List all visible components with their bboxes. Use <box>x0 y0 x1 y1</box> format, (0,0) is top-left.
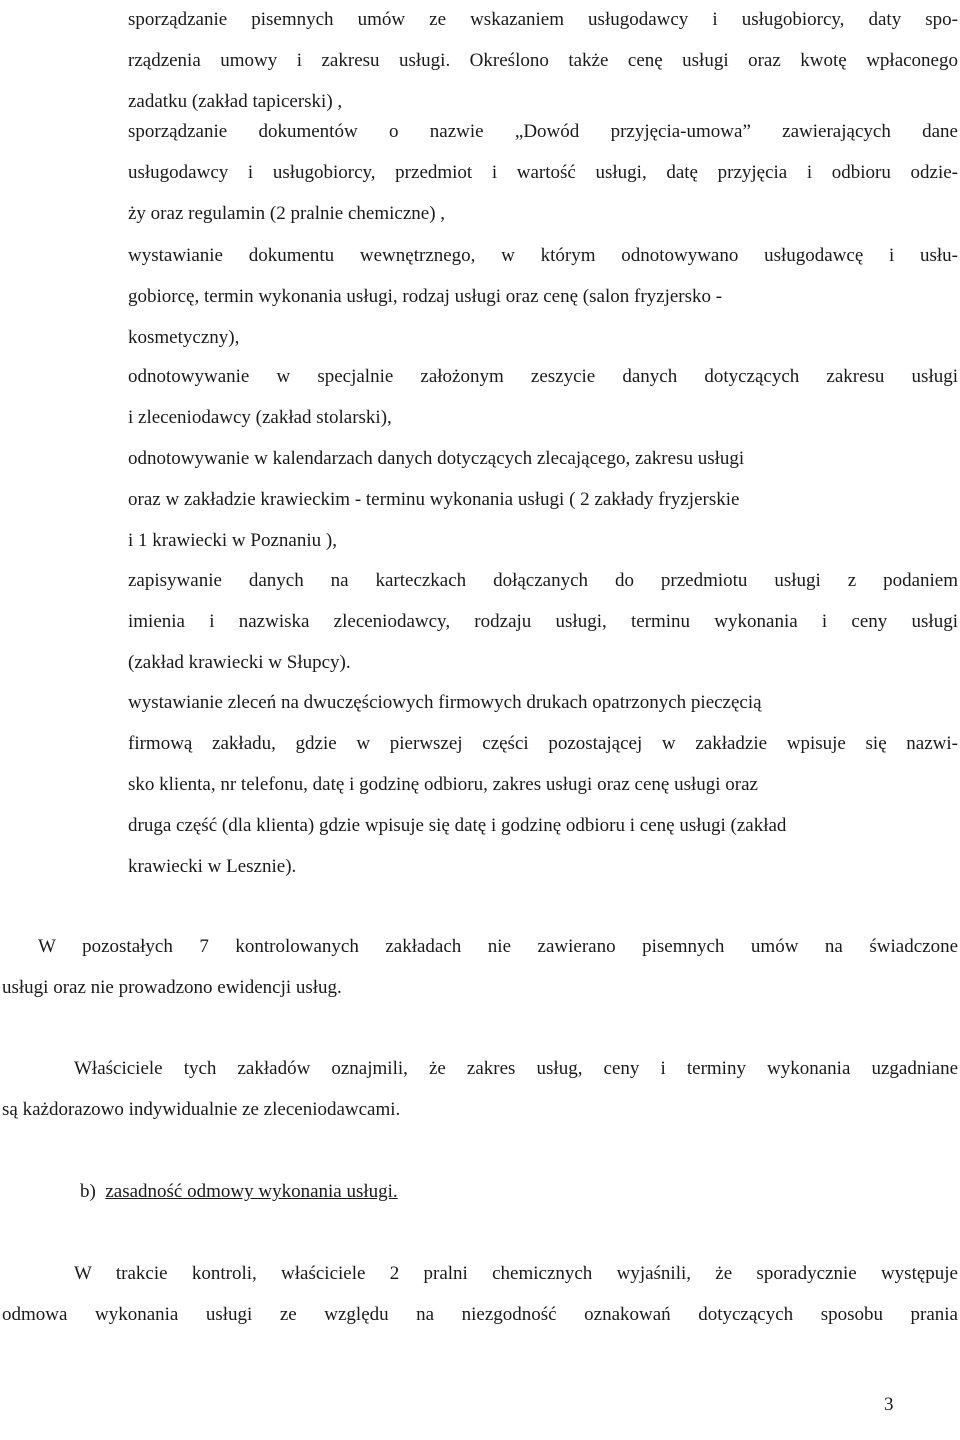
paragraph-line: są każdorazowo indywidualnie ze zleceniodawcami. <box>2 1099 401 1120</box>
list-item-line: oraz w zakładzie krawieckim - terminu wykonania usługi ( 2 zakłady fryzjerskie <box>128 489 740 510</box>
list-item-line: sporządzanie pisemnych umów ze wskazaniem usługodawcy i usługobiorcy, daty spo- <box>128 9 958 30</box>
list-item-line: odnotowywanie w kalendarzach danych dotyczących zlecającego, zakresu usługi <box>128 448 745 469</box>
list-item <box>0 111 960 234</box>
section-heading <box>80 1171 780 1212</box>
list-item <box>0 235 960 358</box>
list-item-line: odnotowywanie w specjalnie założonym zeszycie danych dotyczących zakresu usługi <box>128 366 958 387</box>
list-item-line: usługodawcy i usługobiorcy, przedmiot i wartość usługi, datę przyjęcia i odbioru odzie- <box>128 162 958 183</box>
list-item-line: sko klienta, nr telefonu, datę i godzinę odbioru, zakres usługi oraz cenę usługi oraz <box>128 774 758 795</box>
list-item <box>0 682 960 887</box>
list-item-line: zadatku (zakład tapicerski) , <box>128 91 343 112</box>
list-item-line: firmową zakładu, gdzie w pierwszej części pozostającej w zakładzie wpisuje się nazwi- <box>128 733 958 754</box>
list-item-line: i 1 krawiecki w Poznaniu ), <box>128 530 337 551</box>
list-item-line: krawiecki w Lesznie). <box>128 856 297 877</box>
list-item-line: druga część (dla klienta) gdzie wpisuje się datę i godzinę odbioru i cenę usługi (zakład <box>128 815 787 836</box>
paragraph <box>2 1253 958 1335</box>
list-item-line: kosmetyczny), <box>128 327 240 348</box>
list-item-line: zapisywanie danych na karteczkach dołączanych do przedmiotu usługi z podaniem <box>128 570 958 591</box>
paragraph-line: W trakcie kontroli, właściciele 2 pralni chemicznych wyjaśnili, że sporadycznie występuje <box>74 1263 958 1284</box>
paragraph <box>2 1048 958 1130</box>
section-marker: b) <box>80 1181 96 1202</box>
list-item-line: i zleceniodawcy (zakład stolarski), <box>128 407 392 428</box>
paragraph <box>2 926 958 1008</box>
section-title: zasadność odmowy wykonania usługi. <box>105 1181 398 1202</box>
page-number: 3 <box>884 1394 894 1415</box>
paragraph-line: Właściciele tych zakładów oznajmili, że zakres usług, ceny i terminy wykonania uzgadniane <box>74 1058 958 1079</box>
list-item-line: rządzenia umowy i zakresu usługi. Określono także cenę usługi oraz kwotę wpłaconego <box>128 50 958 71</box>
paragraph-line: odmowa wykonania usługi ze względu na niezgodność oznakowań dotyczących sposobu prania <box>2 1304 958 1325</box>
list-item-line: wystawianie dokumentu wewnętrznego, w którym odnotowywano usługodawcę i usłu- <box>128 245 958 266</box>
list-item-line: (zakład krawiecki w Słupcy). <box>128 652 351 673</box>
list-item-line: wystawianie zleceń na dwuczęściowych firmowych drukach opatrzonych pieczęcią <box>128 692 762 713</box>
list-item <box>0 560 960 683</box>
paragraph-line: W pozostałych 7 kontrolowanych zakładach nie zawierano pisemnych umów na świadczone <box>38 936 958 957</box>
list-item <box>0 0 960 122</box>
list-item-line: imienia i nazwiska zleceniodawcy, rodzaju usługi, terminu wykonania i ceny usługi <box>128 611 958 632</box>
list-item <box>0 356 960 438</box>
list-item-line: ży oraz regulamin (2 pralnie chemiczne) , <box>128 203 446 224</box>
list-item <box>0 438 960 561</box>
paragraph-line: usługi oraz nie prowadzono ewidencji usług. <box>2 977 342 998</box>
section-heading-line <box>80 1171 780 1212</box>
list-item-line: sporządzanie dokumentów o nazwie „Dowód przyjęcia-umowa” zawierających dane <box>128 121 958 142</box>
list-item-line: gobiorcę, termin wykonania usługi, rodzaj usługi oraz cenę (salon fryzjersko - <box>128 286 723 307</box>
